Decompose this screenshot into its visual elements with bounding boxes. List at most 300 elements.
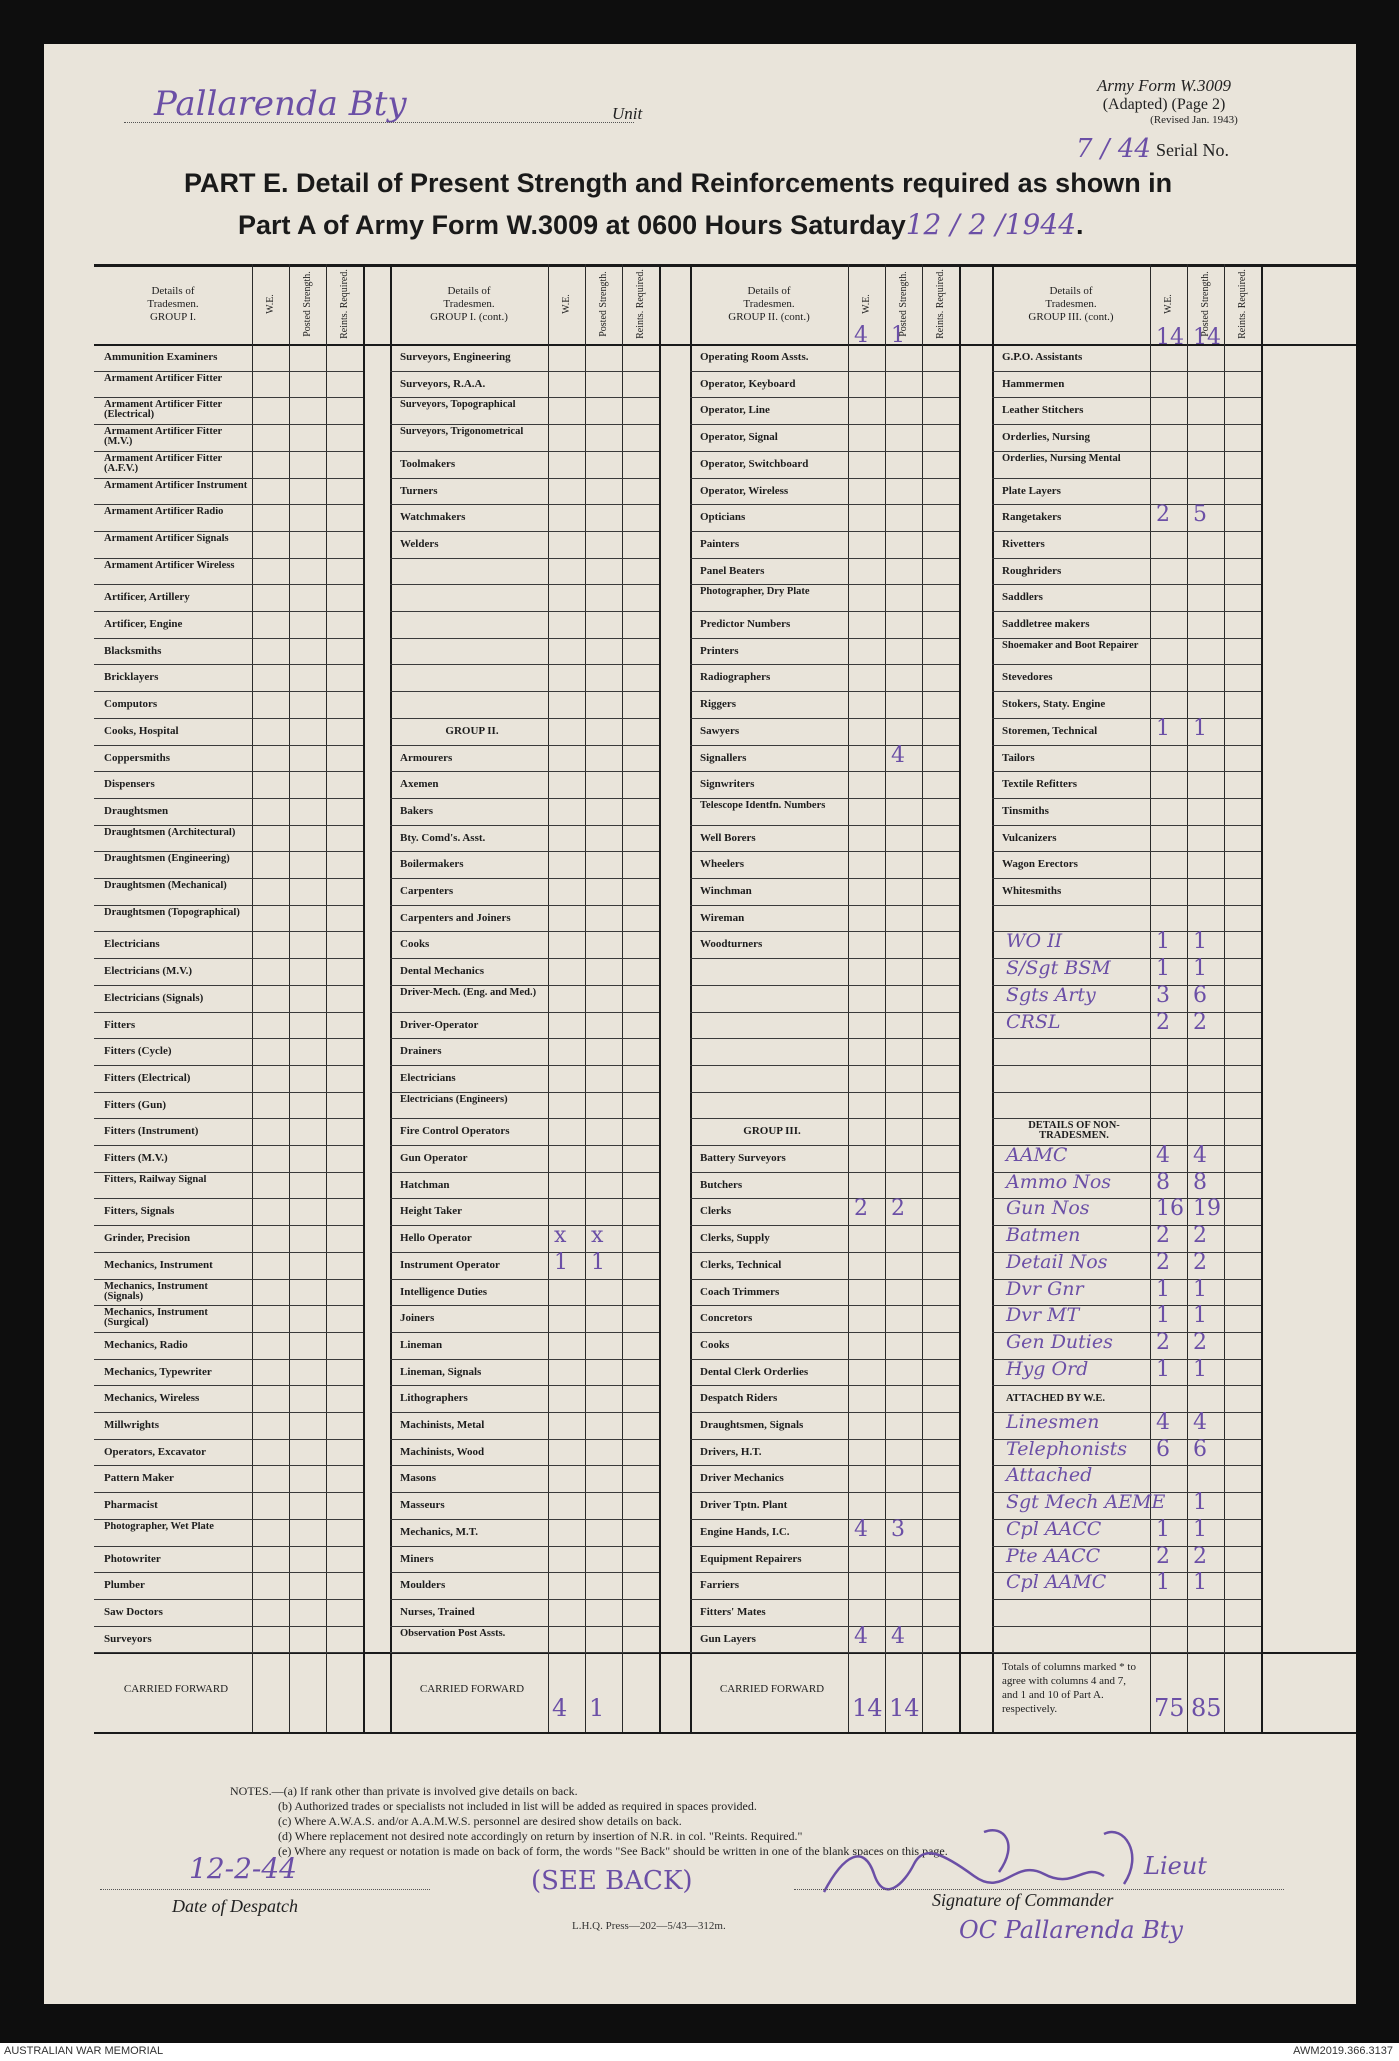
row-label-4: Saddletree makers xyxy=(1002,619,1090,630)
row-rule xyxy=(390,397,659,398)
column-rule xyxy=(690,264,692,1732)
row-label-1: Draughtsmen (Engineering) xyxy=(104,854,230,865)
row-label-1: Surveyors xyxy=(104,1633,152,1645)
row-rule xyxy=(690,584,959,585)
row-rule xyxy=(94,371,363,372)
row-label-4: Saddlers xyxy=(1002,592,1043,604)
row-rule xyxy=(690,798,959,799)
hw-extra-label: Sgts Arty xyxy=(1006,983,1096,1006)
row-label-2: Gun Operator xyxy=(400,1153,468,1164)
row-rule xyxy=(992,798,1261,799)
row-label-1: Dispensers xyxy=(104,779,155,791)
row-rule xyxy=(390,905,659,906)
row-rule xyxy=(94,1305,363,1306)
row-label-1: Armament Artificer Fitter (A.F.V.) xyxy=(104,453,222,474)
row-rule xyxy=(992,1599,1261,1600)
row-label-1: Bricklayers xyxy=(104,672,159,684)
signature-rank-handwritten: Lieut xyxy=(1144,1852,1207,1880)
row-label-2: Turners xyxy=(400,485,438,497)
row-label-4: DETAILS OF NON-TRADESMEN. xyxy=(1028,1121,1120,1142)
row-rule xyxy=(94,478,363,479)
we-header-text: W.E. xyxy=(860,294,872,314)
row-rule xyxy=(690,931,959,932)
row-rule xyxy=(390,1225,659,1226)
row-label-4: Rangetakers xyxy=(1002,512,1062,524)
posted-header-text: Posted Strength. xyxy=(597,271,609,337)
hw-storemen-posted: 1 xyxy=(1193,715,1207,741)
row-label-3: Radiographers xyxy=(700,672,771,684)
row-label-2: Carpenters and Joiners xyxy=(400,912,511,924)
column-rule xyxy=(326,264,327,1732)
row-rule xyxy=(992,397,1261,398)
hw-nontrades-we: 16 xyxy=(1156,1196,1184,1222)
we-header-text: W.E. xyxy=(1162,294,1174,314)
row-rule xyxy=(390,958,659,959)
row-label-2: Bakers xyxy=(400,805,433,817)
row-label-1: Operators, Excavator xyxy=(104,1446,207,1458)
row-label-1: Electricians (M.V.) xyxy=(104,966,193,978)
column-rule xyxy=(363,264,365,1732)
row-rule xyxy=(690,718,959,719)
hw-nontrades-we: 2 xyxy=(1156,1329,1170,1355)
row-label-1: Electricians (Signals) xyxy=(104,992,204,1004)
row-label-3: Operator, Signal xyxy=(700,432,778,444)
archive-name: AUSTRALIAN WAR MEMORIAL xyxy=(4,2045,164,2057)
row-label-1: Photowriter xyxy=(104,1553,161,1565)
row-rule xyxy=(992,504,1261,505)
reints-header-1 xyxy=(326,264,363,344)
hw-instrument-we: 1 xyxy=(554,1249,568,1275)
row-label-1: Cooks, Hospital xyxy=(104,725,179,737)
hw-attached-posted: 1 xyxy=(1193,1490,1207,1516)
row-rule xyxy=(94,531,363,532)
hw-hello-we: x xyxy=(554,1223,567,1249)
row-label-4: Roughriders xyxy=(1002,565,1062,577)
hw-rangetakers-we: 2 xyxy=(1156,502,1170,528)
unit-handwritten: Pallarenda Bty xyxy=(154,84,407,124)
row-label-1: Mechanics, Instrument (Signals) xyxy=(104,1281,208,1302)
row-label-2: Hatchman xyxy=(400,1179,450,1191)
hw-attached-label: Telephonists xyxy=(1006,1437,1128,1460)
row-label-2: Masons xyxy=(400,1473,437,1485)
hw-attached-label: Cpl AACC xyxy=(1006,1517,1102,1540)
row-label-1: Mechanics, Wireless xyxy=(104,1393,200,1405)
row-label-4: Vulcanizers xyxy=(1002,832,1057,844)
group-header-1 xyxy=(98,264,248,344)
row-rule xyxy=(690,825,959,826)
row-label-4: Tinsmiths xyxy=(1002,805,1049,817)
hw-attached-label: Cpl AAMC xyxy=(1006,1571,1107,1594)
row-rule xyxy=(992,451,1261,452)
row-rule xyxy=(390,1572,659,1573)
row-rule xyxy=(690,1385,959,1386)
row-rule xyxy=(992,1385,1261,1386)
row-label-2: Machinists, Wood xyxy=(400,1446,485,1458)
hw-operating-we: 4 xyxy=(854,323,868,349)
hw-gpo-we: 14 xyxy=(1156,325,1184,351)
row-rule xyxy=(94,1332,363,1333)
hw-rangetakers-posted: 5 xyxy=(1193,502,1207,528)
row-label-4: Wagon Erectors xyxy=(1002,859,1078,871)
hw-extra-label: S/Sgt BSM xyxy=(1006,957,1111,980)
row-rule xyxy=(690,1359,959,1360)
row-rule xyxy=(94,1652,363,1653)
row-rule xyxy=(690,1492,959,1493)
row-label-3: Printers xyxy=(700,645,739,657)
row-rule xyxy=(690,478,959,479)
row-rule xyxy=(390,1198,659,1199)
row-rule xyxy=(94,1519,363,1520)
row-label-1: Saw Doctors xyxy=(104,1606,163,1618)
row-rule xyxy=(690,1279,959,1280)
row-label-1: Electricians xyxy=(104,939,160,951)
row-label-1: Armament Artificer Fitter (Electrical) xyxy=(104,400,222,421)
row-label-3: Operator, Line xyxy=(700,405,770,417)
row-label-2: Boilermakers xyxy=(400,859,464,871)
row-label-2: Nurses, Trained xyxy=(400,1606,475,1618)
hw-nontrades-posted: 4 xyxy=(1193,1143,1207,1168)
row-label-4: Textile Refitters xyxy=(1002,779,1078,791)
row-rule xyxy=(94,718,363,719)
row-rule xyxy=(94,1412,363,1413)
row-label-2: Armourers xyxy=(400,752,453,764)
hw-storemen-we: 1 xyxy=(1156,715,1170,741)
row-label-4: Hammermen xyxy=(1002,378,1065,390)
row-rule xyxy=(390,1252,659,1253)
row-label-2: Masseurs xyxy=(400,1500,445,1512)
row-label-1: Armament Artificer Wireless xyxy=(104,560,235,571)
row-label-1: Armament Artificer Fitter (M.V.) xyxy=(104,427,222,448)
hw-gunlayers-we: 4 xyxy=(854,1623,868,1649)
row-rule xyxy=(390,584,659,585)
hw-nontrades-label: Dvr MT xyxy=(1006,1304,1080,1327)
carried-forward-label-3: CARRIED FORWARD xyxy=(719,1684,825,1696)
printer-line: L.H.Q. Press—202—5/43—312m. xyxy=(572,1920,726,1932)
row-label-2: Observation Post Assts. xyxy=(400,1628,506,1639)
archive-strip xyxy=(0,2043,1399,2061)
row-rule xyxy=(690,451,959,452)
note-e: (e) Where any request or notation is made on back of form, the words "See Back" should be written in one of the blank spaces on this page. xyxy=(278,1844,948,1858)
row-rule xyxy=(390,1332,659,1333)
column-rule xyxy=(622,264,623,1732)
row-label-1: Fitters, Railway Signal xyxy=(104,1174,207,1185)
hw-nontrades-label: Detail Nos xyxy=(1006,1250,1108,1273)
archive-id: AWM2019.366.3137 xyxy=(1293,2045,1393,2057)
we-header-1 xyxy=(252,264,289,344)
row-label-1: Ammunition Examiners xyxy=(104,352,218,363)
row-rule xyxy=(94,1172,363,1173)
hw-cf2-posted: 1 xyxy=(589,1694,605,1723)
row-label-2: Surveyors, Topographical xyxy=(400,400,516,411)
row-rule xyxy=(690,1038,959,1039)
row-label-2: Electricians xyxy=(400,1072,456,1084)
row-label-1: Armament Artificer Radio xyxy=(104,507,224,518)
row-label-2: Instrument Operator xyxy=(400,1259,500,1271)
row-rule xyxy=(992,745,1261,746)
hw-extra-posted: 6 xyxy=(1193,982,1207,1008)
hw-nontrades-posted: 1 xyxy=(1193,1356,1207,1382)
row-rule xyxy=(94,664,363,665)
row-label-1: Fitters (Electrical) xyxy=(104,1072,191,1084)
row-label-1: Fitters, Signals xyxy=(104,1206,175,1218)
row-rule xyxy=(94,1572,363,1573)
row-label-3: Operator, Wireless xyxy=(700,485,789,497)
row-rule xyxy=(94,798,363,799)
hw-nontrades-label: Gen Duties xyxy=(1006,1330,1113,1353)
row-rule xyxy=(690,878,959,879)
row-rule xyxy=(690,664,959,665)
hw-nontrades-we: 4 xyxy=(1156,1143,1170,1168)
hw-signallers-posted: 4 xyxy=(891,742,905,768)
row-label-3: Well Borers xyxy=(700,832,756,844)
row-label-1: Artificer, Engine xyxy=(104,619,183,630)
hw-attached-we: 6 xyxy=(1156,1436,1170,1462)
row-label-4: Orderlies, Nursing Mental xyxy=(1002,453,1121,464)
hw-attached-label: Sgt Mech AEME xyxy=(1006,1491,1166,1514)
hw-attached-we: 1 xyxy=(1156,1516,1170,1542)
row-label-3: Draughtsmen, Signals xyxy=(700,1420,804,1431)
row-label-3: Battery Surveyors xyxy=(700,1153,786,1164)
row-label-2: Drainers xyxy=(400,1046,442,1058)
row-rule xyxy=(390,504,659,505)
row-rule xyxy=(94,638,363,639)
row-label-4: G.P.O. Assistants xyxy=(1002,352,1083,363)
row-label-2: Driver-Operator xyxy=(400,1019,479,1031)
row-rule xyxy=(690,1465,959,1466)
row-rule xyxy=(992,531,1261,532)
row-rule xyxy=(992,424,1261,425)
row-label-1: Coppersmiths xyxy=(104,752,171,764)
row-rule xyxy=(690,1519,959,1520)
row-label-1: Mechanics, Instrument (Surgical) xyxy=(104,1308,208,1329)
row-rule xyxy=(690,1439,959,1440)
row-rule xyxy=(94,558,363,559)
row-rule xyxy=(690,1065,959,1066)
row-label-3: Operator, Switchboard xyxy=(700,458,809,470)
group-header-line: Tradesmen. xyxy=(1045,297,1097,310)
row-label-2: Machinists, Metal xyxy=(400,1420,485,1431)
row-rule xyxy=(390,451,659,452)
note-b: (b) Authorized trades or specialists not included in list will be added as required in spaces provided. xyxy=(278,1799,757,1813)
hw-nontrades-label: Batmen xyxy=(1006,1224,1081,1247)
row-rule xyxy=(992,691,1261,692)
row-rule xyxy=(690,1626,959,1627)
row-label-1: Mechanics, Typewriter xyxy=(104,1366,212,1378)
column-rule xyxy=(659,264,661,1732)
row-rule xyxy=(94,1198,363,1199)
row-rule xyxy=(690,1305,959,1306)
despatch-label: Date of Despatch xyxy=(172,1896,298,1916)
row-rule xyxy=(390,1465,659,1466)
row-rule xyxy=(690,1652,959,1653)
totals-note: Totals of columns marked * to agree with columns 4 and 7, and 1 and 10 of Part A. respectively. xyxy=(1002,1661,1136,1716)
row-rule xyxy=(690,424,959,425)
row-label-1: Fitters (Gun) xyxy=(104,1099,167,1111)
row-rule xyxy=(390,1092,659,1093)
row-label-3: Dental Clerk Orderlies xyxy=(700,1366,809,1378)
row-label-1: Pattern Maker xyxy=(104,1473,174,1485)
hw-nontrades-we: 1 xyxy=(1156,1276,1170,1302)
row-label-2: Intelligence Duties xyxy=(400,1286,488,1298)
row-rule xyxy=(94,985,363,986)
row-rule xyxy=(690,1118,959,1119)
hw-nontrades-posted: 19 xyxy=(1193,1196,1221,1222)
row-rule xyxy=(390,1626,659,1627)
signature-title-handwritten: OC Pallarenda Bty xyxy=(959,1916,1183,1944)
row-rule xyxy=(94,771,363,772)
row-rule xyxy=(94,451,363,452)
hw-attached-label: Pte AACC xyxy=(1006,1544,1101,1567)
row-rule xyxy=(94,745,363,746)
row-rule xyxy=(690,1145,959,1146)
hw-cf4-we: 75 xyxy=(1154,1694,1185,1723)
hw-nontrades-label: Hyg Ord xyxy=(1006,1357,1089,1380)
row-label-2: Lithographers xyxy=(400,1393,468,1405)
row-rule xyxy=(992,478,1261,479)
row-label-1: Mechanics, Instrument xyxy=(104,1259,213,1271)
hw-cf3-we: 14 xyxy=(852,1694,883,1723)
group-header-line: GROUP III. (cont.) xyxy=(1028,310,1114,323)
column-rule xyxy=(992,264,994,1732)
row-rule xyxy=(390,1412,659,1413)
row-label-3: Equipment Repairers xyxy=(700,1553,802,1565)
row-label-3: Clerks xyxy=(700,1206,732,1218)
row-label-2: Joiners xyxy=(400,1313,435,1325)
carried-forward-label-2: CARRIED FORWARD xyxy=(419,1684,525,1696)
reints-header-text: Reints. Required. xyxy=(1236,269,1248,339)
serial-handwritten: 7 / 44 xyxy=(1076,134,1151,164)
row-label-3: Drivers, H.T. xyxy=(700,1446,762,1458)
row-rule xyxy=(94,1092,363,1093)
reints-header-text: Reints. Required. xyxy=(338,269,350,339)
row-rule xyxy=(94,1145,363,1146)
row-rule xyxy=(390,1385,659,1386)
row-label-3: Butchers xyxy=(700,1179,743,1191)
row-rule xyxy=(690,1572,959,1573)
column-rule xyxy=(922,264,923,1732)
row-rule xyxy=(94,1439,363,1440)
hw-engine-posted: 3 xyxy=(891,1516,905,1542)
row-rule xyxy=(390,558,659,559)
row-rule xyxy=(992,718,1261,719)
row-label-4: Rivetters xyxy=(1002,538,1045,550)
row-label-1: Millwrights xyxy=(104,1420,159,1431)
group-header-line: Details of xyxy=(447,284,491,297)
row-rule xyxy=(390,1145,659,1146)
row-label-4: Orderlies, Nursing xyxy=(1002,432,1090,444)
form-adapted: (Adapted) (Page 2) xyxy=(1102,96,1226,113)
row-label-2: Lineman, Signals xyxy=(400,1366,482,1378)
hw-extra-posted: 1 xyxy=(1193,929,1207,955)
row-rule xyxy=(690,397,959,398)
row-label-3: Driver Mechanics xyxy=(700,1473,784,1485)
reints-header-2 xyxy=(622,264,659,344)
group-header-line: Tradesmen. xyxy=(443,297,495,310)
row-rule xyxy=(390,745,659,746)
hw-nontrades-label: Gun Nos xyxy=(1006,1197,1090,1220)
row-label-2: Carpenters xyxy=(400,886,454,897)
row-label-1: Mechanics, Radio xyxy=(104,1339,188,1351)
row-label-4: Stevedores xyxy=(1002,672,1053,684)
row-label-1: Plumber xyxy=(104,1580,145,1592)
row-label-3: Gun Layers xyxy=(700,1633,756,1645)
row-rule xyxy=(390,1439,659,1440)
group-header-4 xyxy=(996,264,1146,344)
row-rule xyxy=(390,851,659,852)
despatch-dotted-line xyxy=(100,1889,430,1890)
row-rule xyxy=(690,1092,959,1093)
row-rule xyxy=(690,371,959,372)
row-label-1: Artificer, Artillery xyxy=(104,592,190,604)
see-back-handwritten: (SEE BACK) xyxy=(531,1866,693,1896)
row-rule xyxy=(94,504,363,505)
row-label-1: Grinder, Precision xyxy=(104,1233,191,1245)
hw-nontrades-label: Dvr Gnr xyxy=(1006,1277,1084,1300)
hw-extra-posted: 2 xyxy=(1193,1009,1207,1035)
row-rule xyxy=(94,958,363,959)
row-label-4: Tailors xyxy=(1002,752,1035,764)
row-label-4: Shoemaker and Boot Repairer xyxy=(1002,640,1139,651)
row-label-3: Sawyers xyxy=(700,725,740,737)
group-header-3 xyxy=(694,264,844,344)
note-a: NOTES.—(a) If rank other than private is involved give details on back. xyxy=(230,1784,578,1798)
row-rule xyxy=(690,905,959,906)
row-rule xyxy=(390,1359,659,1360)
row-label-3: Operator, Keyboard xyxy=(700,378,796,390)
row-rule xyxy=(992,638,1261,639)
unit-dotted-line xyxy=(124,122,634,123)
row-rule xyxy=(390,638,659,639)
posted-header-text: Posted Strength. xyxy=(301,271,313,337)
row-label-2: Hello Operator xyxy=(400,1233,472,1245)
row-label-2: Cooks xyxy=(400,939,430,951)
row-label-3: Despatch Riders xyxy=(700,1393,778,1405)
row-label-1: Armament Artificer Instrument xyxy=(104,480,248,491)
row-label-3: Cooks xyxy=(700,1339,730,1351)
date-handwritten: 12 / 2 /194 xyxy=(905,208,1059,241)
row-rule xyxy=(390,771,659,772)
group-header-line: GROUP I. xyxy=(149,310,197,323)
hw-extra-we: 2 xyxy=(1156,1009,1170,1035)
reints-header-3 xyxy=(922,264,959,344)
row-rule xyxy=(390,611,659,612)
row-rule xyxy=(390,371,659,372)
row-rule xyxy=(94,1012,363,1013)
row-rule xyxy=(992,1118,1261,1119)
column-rule xyxy=(289,264,290,1732)
row-label-2: Electricians (Engineers) xyxy=(400,1094,508,1105)
row-rule xyxy=(690,504,959,505)
row-label-3: Telescope Identfn. Numbers xyxy=(700,800,826,811)
hw-hello-posted: x xyxy=(591,1223,604,1249)
hw-attached-posted: 6 xyxy=(1193,1436,1207,1462)
hw-attached-we: 1 xyxy=(1156,1570,1170,1596)
hw-extra-label: WO II xyxy=(1006,930,1063,953)
row-rule xyxy=(690,691,959,692)
row-label-4: Plate Layers xyxy=(1002,485,1061,497)
row-rule xyxy=(390,1492,659,1493)
row-label-3: Riggers xyxy=(700,699,737,711)
hw-nontrades-we: 8 xyxy=(1156,1169,1170,1195)
row-rule xyxy=(390,1038,659,1039)
posted-header-text: Posted Strength. xyxy=(1199,271,1211,337)
row-rule xyxy=(390,531,659,532)
row-rule xyxy=(390,798,659,799)
hw-nontrades-posted: 1 xyxy=(1193,1276,1207,1302)
column-rule xyxy=(1224,264,1225,1732)
hw-attached-label: Attached xyxy=(1006,1464,1093,1487)
row-label-2: Toolmakers xyxy=(400,458,456,470)
